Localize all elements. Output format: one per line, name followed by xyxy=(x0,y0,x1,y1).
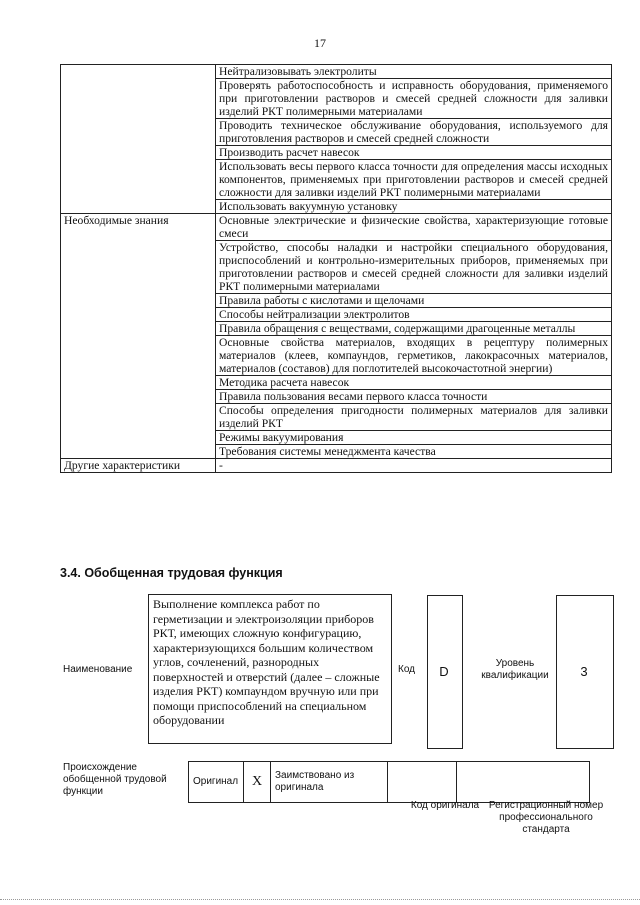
table-row xyxy=(61,214,612,241)
original-code-cell xyxy=(388,762,457,803)
page-number: 17 xyxy=(314,36,326,50)
qualification-level-value: 3 xyxy=(580,664,588,679)
borrowed-label: Заимствовано из оригинала xyxy=(271,762,388,803)
row-item-text: Устройство, способы наладки и настройки специального оборудования, приспособлений и контрольно-измерительных приборов, применяемых при приготовлении растворов и смесей средней сложности для заливки изделий РКТ полимерными материалами xyxy=(216,241,612,294)
row-item-text: Правила пользования весами первого класса точности xyxy=(216,390,612,404)
row-item-text: Использовать вакуумную установку xyxy=(216,200,612,214)
original-label: Оригинал xyxy=(189,762,244,803)
row-item-text: Режимы вакуумирования xyxy=(216,431,612,445)
row-item-text: Способы определения пригодности полимерных материалов для заливки изделий РКТ xyxy=(216,404,612,431)
row-item-text: Способы нейтрализации электролитов xyxy=(216,308,612,322)
row-item-text: Проводить техническое обслуживание оборудования, используемого для приготовления растворов и смесей средней сложности xyxy=(216,119,612,146)
origin-table xyxy=(188,761,590,803)
row-category-label: Другие характеристики xyxy=(61,459,216,473)
function-name-box: Выполнение комплекса работ по герметизации и электроизоляции приборов РКТ, имеющих сложную конфигурацию, характеризующихся большим количеством углов, сочленений, разнородных поверхностей и отверстий (далее – сложные изделия РКТ) компаундом вручную или при помощи приспособлений на специальном оборудовании xyxy=(148,594,392,744)
row-item-text: Проверять работоспособность и исправность оборудования, применяемого при приготовлении растворов и смесей средней сложности для заливки изделий РКТ полимерными материалами xyxy=(216,79,612,119)
original-mark: X xyxy=(244,762,271,803)
row-item-text: Использовать весы первого класса точности для определения массы исходных компонентов, применяемых при приготовлении растворов и смесей средней сложности для заливки изделий РКТ полимерными материалами xyxy=(216,160,612,200)
qualification-level-label: Уровень квалификации xyxy=(481,658,549,681)
row-item-text: Правила обращения с веществами, содержащими драгоценные металлы xyxy=(216,322,612,336)
section-title: 3.4. Обобщенная трудовая функция xyxy=(60,566,283,580)
code-label: Код xyxy=(398,664,416,675)
requirements-table xyxy=(60,64,612,473)
name-label: Наименование xyxy=(63,664,133,675)
original-code-caption: Код оригинала xyxy=(410,800,480,811)
origin-label: Происхождение обобщенной трудовой функции xyxy=(63,762,167,797)
footer-divider xyxy=(0,899,640,900)
table-row xyxy=(61,65,612,79)
row-item-text: - xyxy=(216,459,612,473)
row-item-text: Требования системы менеджмента качества xyxy=(216,445,612,459)
row-item-text: Основные свойства материалов, входящих в рецептуру полимерных материалов (клеев, компаундов, герметиков, лакокрасочных материалов, материалов (составов) для поглотителей высокочастотной энергии) xyxy=(216,336,612,376)
row-item-text: Нейтрализовывать электролиты xyxy=(216,65,612,79)
registration-number-caption: Регистрационный номер профессионального стандарта xyxy=(488,800,604,835)
row-item-text: Правила работы с кислотами и щелочами xyxy=(216,294,612,308)
row-item-text: Производить расчет навесок xyxy=(216,146,612,160)
table-row xyxy=(61,459,612,473)
registration-number-cell xyxy=(457,762,590,803)
code-value: D xyxy=(439,664,449,679)
row-item-text: Методика расчета навесок xyxy=(216,376,612,390)
row-category-label: Необходимые знания xyxy=(61,214,216,459)
row-category-label xyxy=(61,65,216,214)
row-item-text: Основные электрические и физические свойства, характеризующие готовые смеси xyxy=(216,214,612,241)
